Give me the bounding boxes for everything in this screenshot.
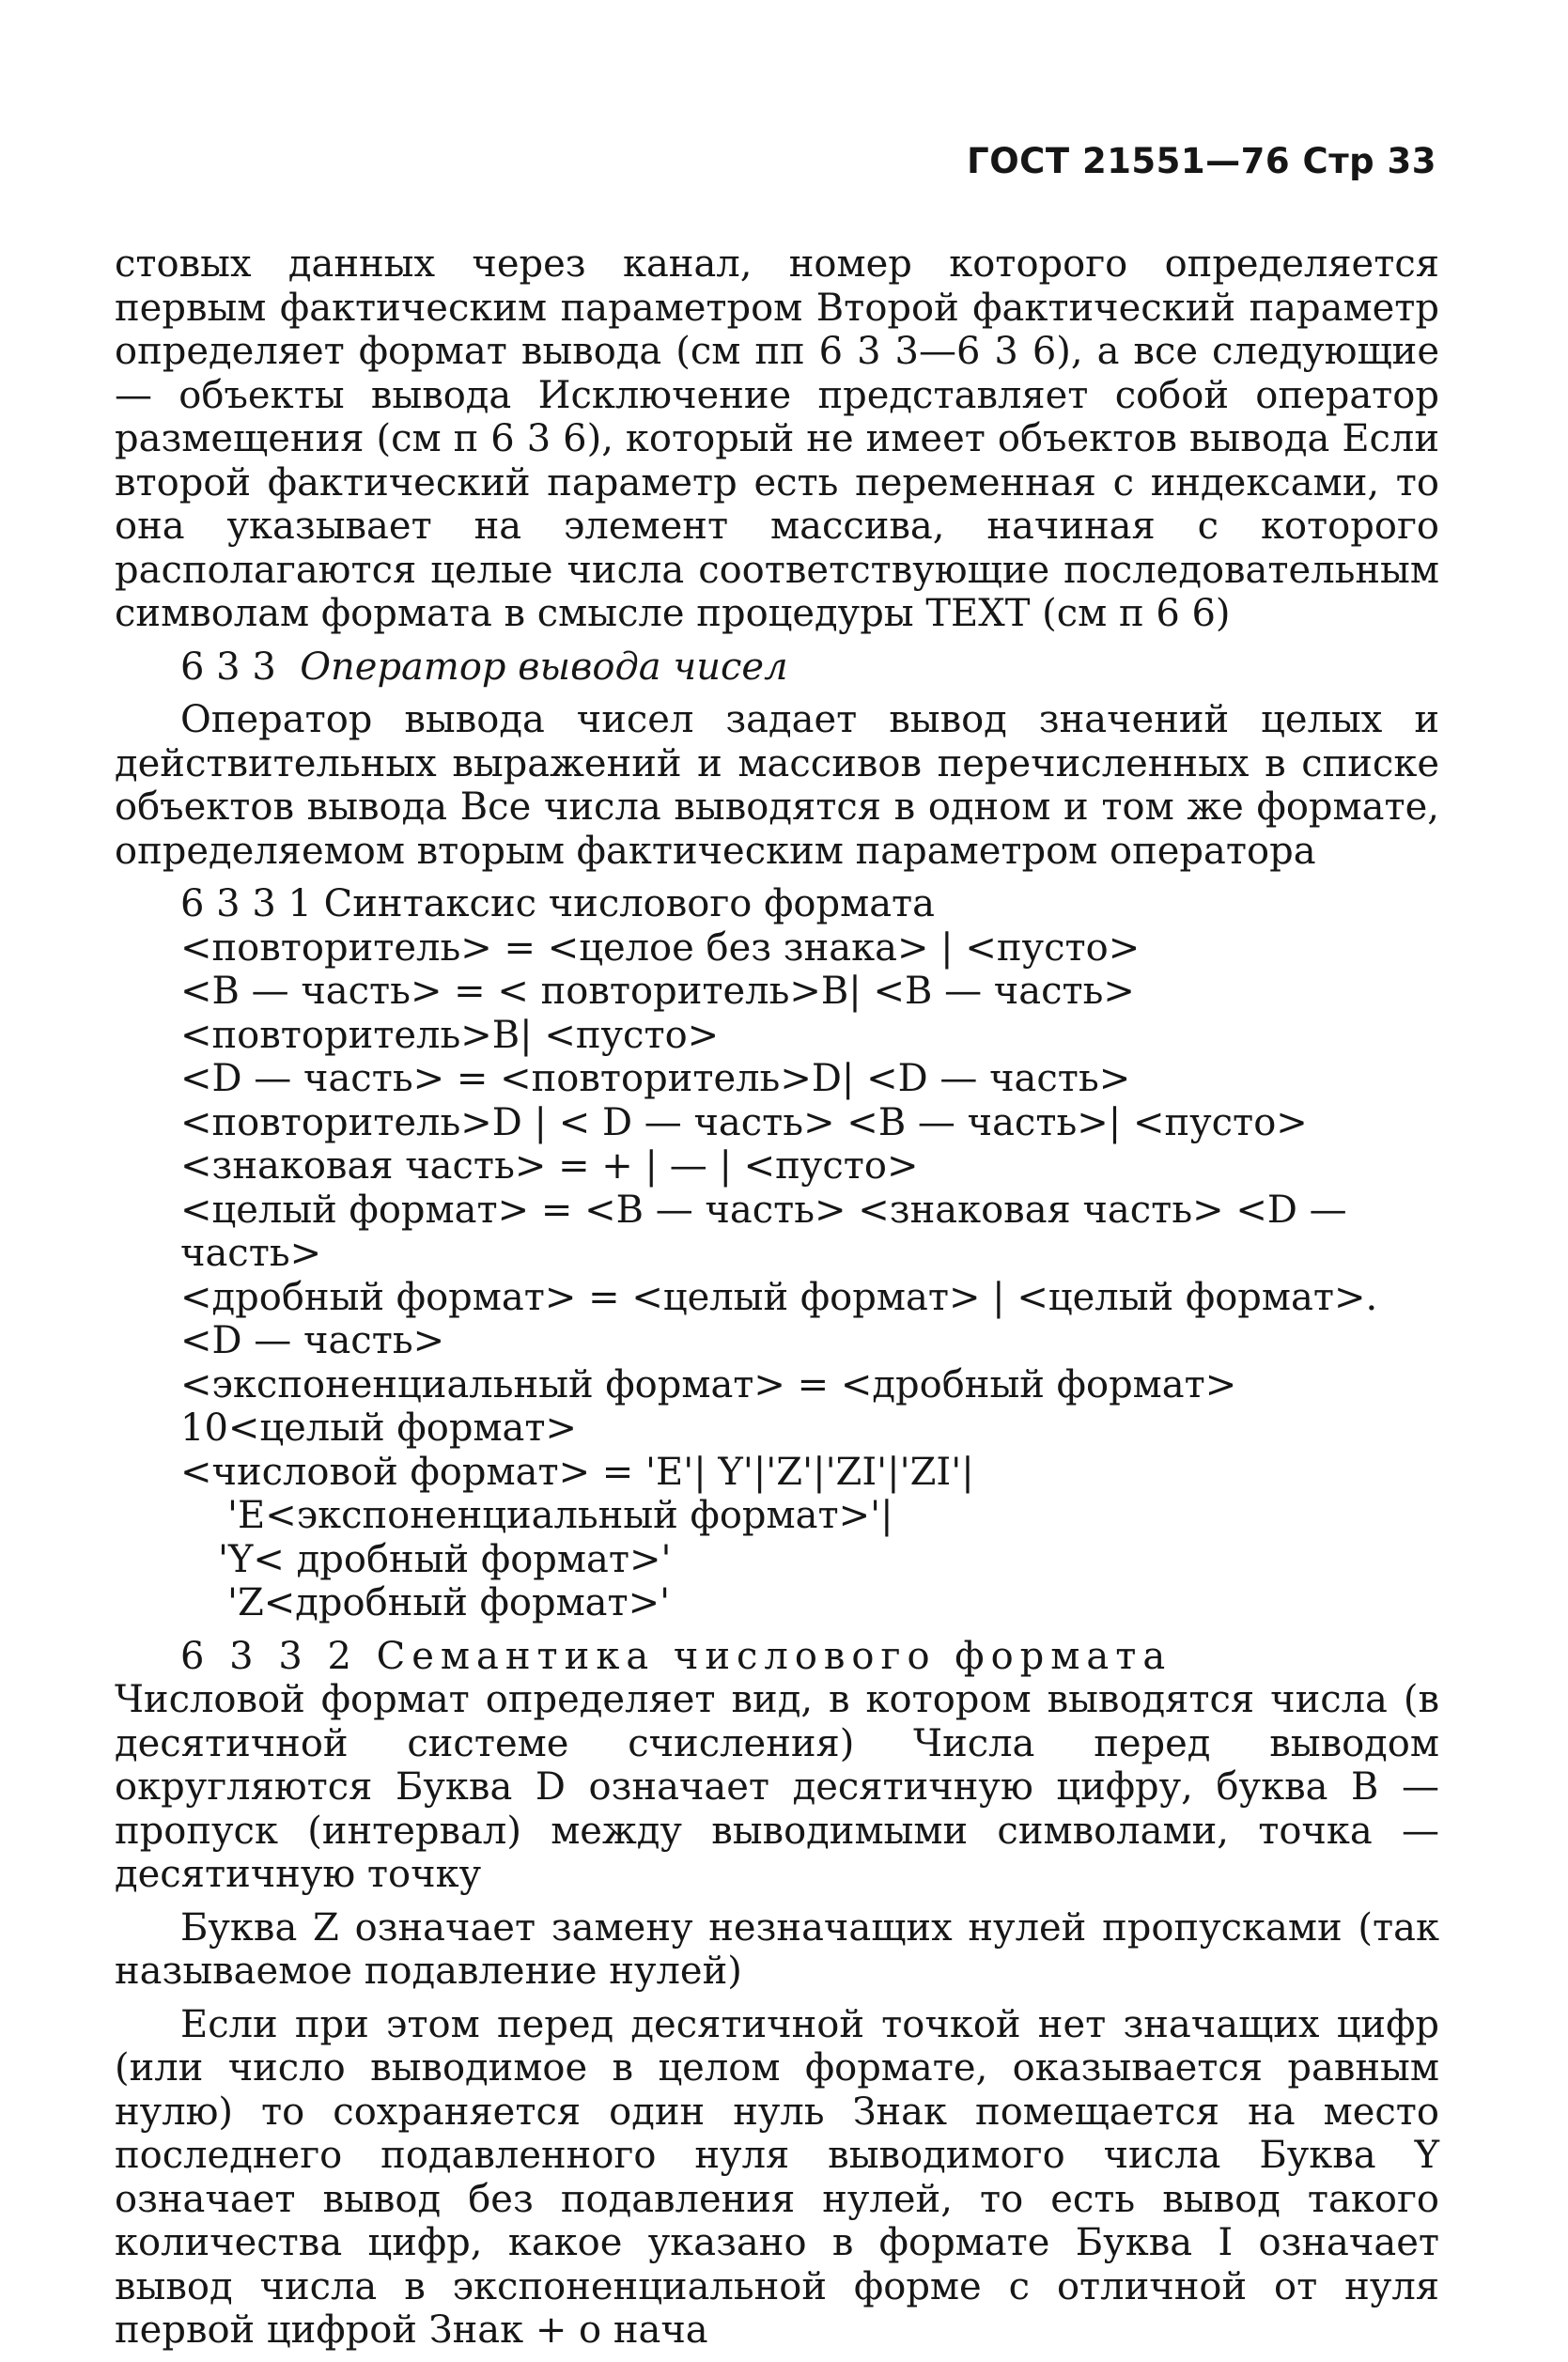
page-header: ГОСТ 21551—76 Стр 33: [967, 141, 1436, 181]
paragraph-zero-suppression: Если при этом перед десятичной точкой нет значащих цифр (или число выводимое в целом формате, оказывается равным нулю) то сохраняется один нуль Знак помещается на место последнего подавленного нуля выводимого числа Буква Y означает вывод без подавления нулей, то есть вывод такого количества цифр, какое указано в формате Буква I означает вывод числа в экспоненциальной форме с отличной от нуля первой цифрой Знак + о нача: [115, 2002, 1439, 2352]
syntax-rule: <целый формат> = <B — часть> <знаковая часть> <D — часть>: [180, 1188, 1347, 1275]
syntax-rule: <дробный формат> = <целый формат> | <целый формат>. <D — часть>: [180, 1275, 1378, 1362]
syntax-rule-continuation: 'Z<дробный формат>': [227, 1581, 671, 1624]
section-number: 6 3 3: [180, 645, 276, 689]
section-heading-633: [180, 645, 1439, 690]
subsection-label: 6 3 3 2 Семантика числового формата: [180, 1634, 1172, 1678]
syntax-rule-continuation: 'E<экспоненциальный формат>'|: [227, 1494, 893, 1537]
syntax-rule: <повторитель> = <целое без знака> | <пусто>: [180, 925, 1141, 970]
syntax-rule: <B — часть> = < повторитель>B| <B — часть> <повторитель>B| <пусто>: [180, 970, 1135, 1057]
section-title: Оператор вывода чисел: [300, 645, 788, 689]
syntax-rule-continuation: 'Y< дробный формат>': [218, 1537, 672, 1581]
syntax-block: [115, 882, 1439, 1625]
page-body: [115, 242, 1439, 2362]
paragraph-letter-z: Буква Z означает замену незначащих нулей пропусками (так называемое подавление нулей): [115, 1905, 1439, 1993]
syntax-rule: <D — часть> = <повторитель>D| <D — часть> <повторитель>D | < D — часть> <B — часть>| <пусто>: [180, 1057, 1308, 1144]
paragraph-output-operator: Оператор вывода чисел задает вывод значений целых и действительных выражений и массивов перечисленных в списке объектов вывода Все числа выводятся в одном и том же формате, определяемом вторым фактическим параметром оператора: [115, 698, 1439, 873]
paragraph-continuation: стовых данных через канал, номер которого определяется первым фактическим параметром Второй фактический параметр определяет формат вывода (см пп 6 3 3—6 3 6), а все следующие — объекты вывода Исключение представляет собой оператор размещения (см п 6 3 6), который не имеет объектов вывода Если второй фактический параметр есть переменная с индексами, то она указывает на элемент массива, начиная с которого располагаются целые числа соответствующие последовательным символам формата в смысле процедуры TEXT (см п 6 6): [115, 242, 1439, 635]
subsection-heading-6331: 6 3 3 1 Синтаксис числового формата: [180, 882, 936, 925]
syntax-rule: <числовой формат> = 'E'| Y'|'Z'|'ZI'|'ZI'|: [180, 1450, 974, 1494]
syntax-rule: <знаковая часть> = + | — | <пусто>: [180, 1144, 919, 1188]
syntax-rule: <экспоненциальный формат> = <дробный формат> 10<целый формат>: [180, 1362, 1237, 1450]
subsection-heading-6332: [180, 1635, 1439, 1679]
paragraph-semantics: Числовой формат определяет вид, в котором выводятся числа (в десятичной системе счисления) Числа перед выводом округляются Буква D означает десятичную цифру, буква B — пропуск (интервал) между выводимыми символами, точка — десятичную точку: [115, 1678, 1439, 1896]
